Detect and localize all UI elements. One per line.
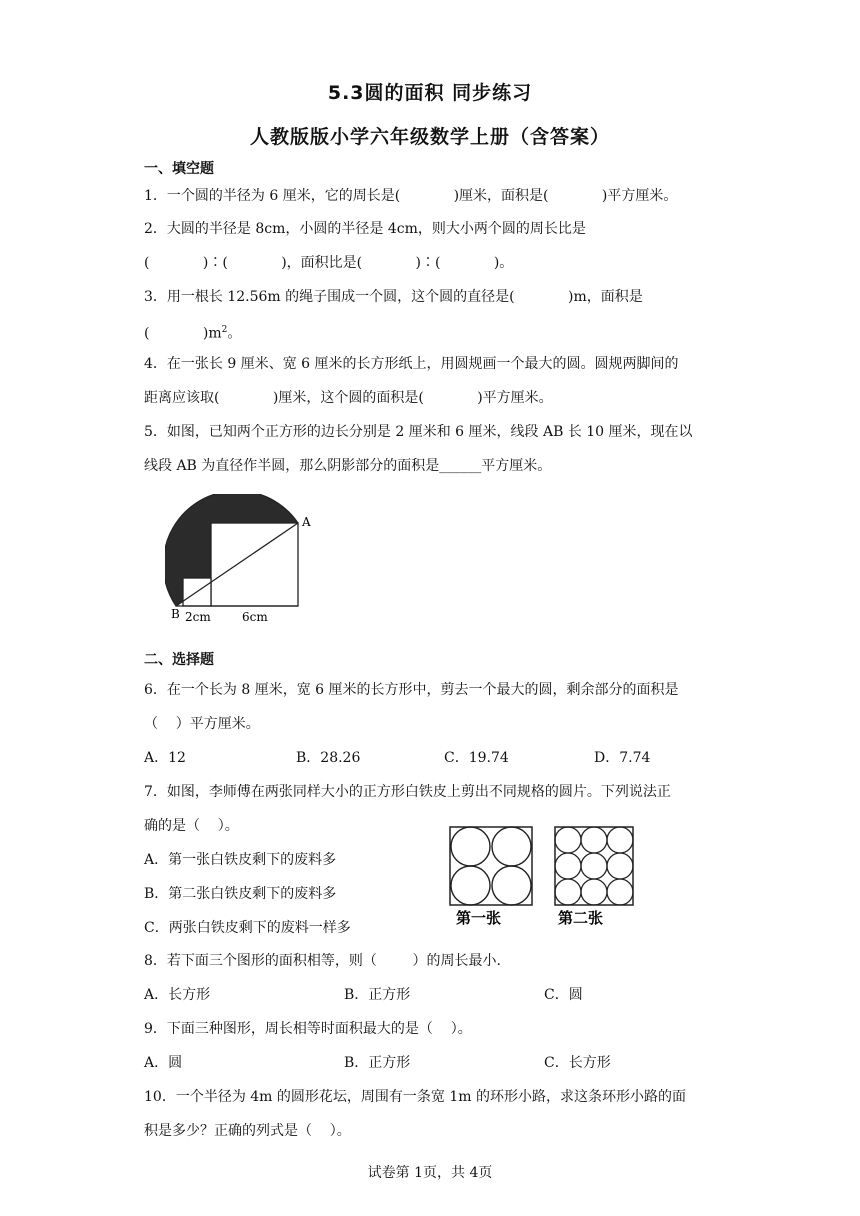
q7-option-c: C．两张白铁皮剩下的废料一样多 bbox=[144, 920, 351, 936]
question-2-line-2: ( )∶( )，面积比是( )∶( )。 bbox=[144, 255, 514, 271]
question-10-line-2: 积是多少？正确的列式是（ ）。 bbox=[144, 1123, 351, 1139]
superscript: 2 bbox=[221, 325, 228, 335]
question-2-line-1: 2．大圆的半径是 8cm，小圆的半径是 4cm，则大小两个圆的周长比是 bbox=[144, 221, 586, 237]
question-6-line-2: （ ）平方厘米。 bbox=[144, 716, 260, 732]
question-3-text: ( )m bbox=[144, 325, 222, 342]
q6-option-c: C．19.74 bbox=[444, 750, 509, 766]
q9-option-a: A．圆 bbox=[144, 1055, 183, 1071]
label-sheet-2: 第二张 bbox=[558, 909, 604, 927]
q9-option-c: C．长方形 bbox=[544, 1055, 611, 1071]
question-8: 8．若下面三个图形的面积相等，则（ ）的周长最小. bbox=[144, 953, 501, 969]
label-2cm: 2cm bbox=[185, 610, 211, 624]
q6-option-b: B．28.26 bbox=[296, 750, 361, 766]
q8-option-b: B．正方形 bbox=[344, 987, 411, 1003]
q8-option-c: C．圆 bbox=[544, 987, 583, 1003]
figure-tin-sheets bbox=[446, 824, 642, 928]
q7-option-b: B．第二张白铁皮剩下的废料多 bbox=[144, 886, 337, 902]
large-square bbox=[211, 523, 298, 606]
q6-option-d: D．7.74 bbox=[594, 750, 651, 766]
question-9: 9．下面三种图形，周长相等时面积最大的是（ ）。 bbox=[144, 1021, 472, 1037]
section-heading-choice: 二、选择题 bbox=[144, 652, 214, 668]
question-4-line-2: 距离应该取( )厘米，这个圆的面积是( )平方厘米。 bbox=[144, 390, 553, 406]
question-3-line-1: 3．用一根长 12.56m 的绳子围成一个圆，这个圆的直径是( )m，面积是 bbox=[144, 289, 643, 305]
question-10-line-1: 10．一个半径为 4m 的圆形花坛，周围有一条宽 1m 的环形小路，求这条环形小路的面 bbox=[144, 1089, 686, 1105]
label-a: A bbox=[302, 515, 311, 529]
q9-option-b: B．正方形 bbox=[344, 1055, 411, 1071]
question-6-line-1: 6．在一个长为 8 厘米，宽 6 厘米的长方形中，剪去一个最大的圆，剩余部分的面积是 bbox=[144, 682, 679, 698]
question-1: 1．一个圆的半径为 6 厘米，它的周长是( )厘米，面积是( )平方厘米。 bbox=[144, 188, 678, 204]
question-5-line-1: 5．如图，已知两个正方形的边长分别是 2 厘米和 6 厘米，线段 AB 长 10 厘米，现在以 bbox=[144, 424, 693, 440]
question-4-line-1: 4．在一张长 9 厘米、宽 6 厘米的长方形纸上，用圆规画一个最大的圆。圆规两脚间的 bbox=[144, 356, 679, 372]
sheet-1 bbox=[450, 827, 532, 905]
page-footer: 试卷第 1页，共 4页 bbox=[367, 1165, 493, 1181]
page-subtitle: 人教版版小学六年级数学上册（含答案） bbox=[249, 126, 610, 148]
page-title: 5.3圆的面积 同步练习 bbox=[327, 82, 533, 104]
question-3-end: 。 bbox=[227, 325, 242, 342]
question-3-line-2 bbox=[144, 320, 241, 344]
q6-option-a: A．12 bbox=[144, 750, 186, 766]
question-5-line-2: 线段 AB 为直径作半圆，那么阴影部分的面积是______平方厘米。 bbox=[144, 458, 552, 474]
figure-semicircle-squares bbox=[165, 494, 325, 628]
sheet-2 bbox=[555, 827, 633, 905]
q8-option-a: A．长方形 bbox=[144, 987, 211, 1003]
label-6cm: 6cm bbox=[242, 610, 268, 624]
section-heading-fill-blank: 一、填空题 bbox=[144, 161, 214, 177]
q7-option-a: A．第一张白铁皮剩下的废料多 bbox=[144, 852, 337, 868]
label-b: B bbox=[171, 607, 180, 621]
label-sheet-1: 第一张 bbox=[456, 909, 502, 927]
question-7-line-2: 确的是（ ）。 bbox=[144, 818, 239, 834]
question-7-line-1: 7．如图，李师傅在两张同样大小的正方形白铁皮上剪出不同规格的圆片。下列说法正 bbox=[144, 784, 671, 800]
